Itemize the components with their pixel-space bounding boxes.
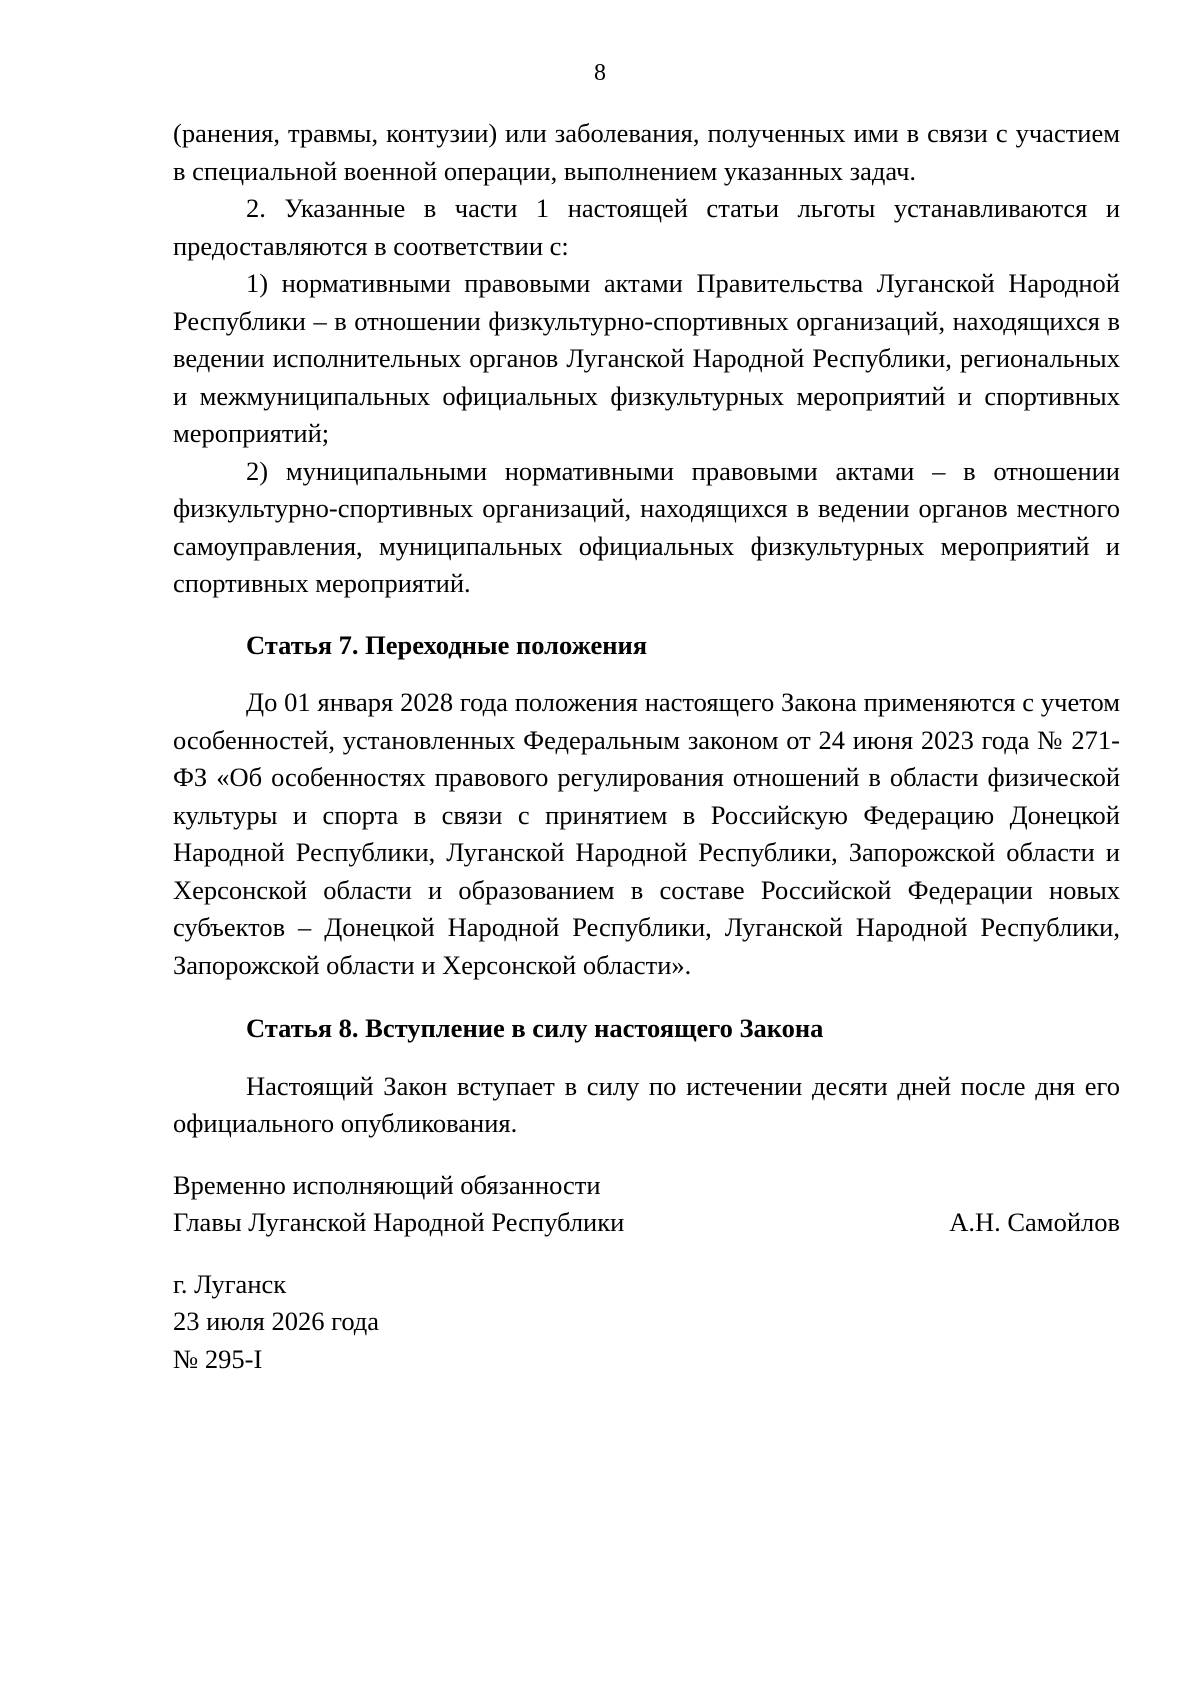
article-7-heading: Статья 7. Переходные положения bbox=[246, 629, 648, 660]
paragraph-continuation: (ранения, травмы, контузии) или заболевания, полученных ими в связи с участием в специальной военной операции, выполнением указанных задач. bbox=[173, 118, 1120, 186]
article-8-heading: Статья 8. Вступление в силу настоящего Закона bbox=[246, 1013, 824, 1043]
signatory-name: А.Н. Самойлов bbox=[949, 1207, 1120, 1237]
article-7-text: До 01 января 2028 года положения настоящего Закона применяются с учетом особенностей, установленных Федеральным законом от 24 июня 2023 года № 271-ФЗ «Об особенностях правового регулирования отношений в области физической культуры и спорта в связи с принятием в Российскую Федерацию Донецкой Народной Республики, Луганской Народной Республики, Запорожской области и Херсонской области и образованием в составе Российской Федерации новых субъектов – Донецкой Народной Республики, Луганской Народной Республики, Запорожской области и Херсонской области». bbox=[173, 687, 1120, 980]
paragraph-item-1: 1) нормативными правовыми актами Правительства Луганской Народной Республики – в отношении физкультурно-спортивных организаций, находящихся в ведении исполнительных органов Луганской Народной Республики, региональных и межмуниципальных официальных физкультурных мероприятий и спортивных мероприятий; bbox=[173, 268, 1120, 448]
paragraph-part-2: 2. Указанные в части 1 настоящей статьи льготы устанавливаются и предоставляются в соответствии с: bbox=[173, 193, 1120, 261]
signature-title-line-1: Временно исполняющий обязанности bbox=[173, 1169, 601, 1200]
place-date: 23 июля 2026 года bbox=[173, 1306, 380, 1336]
signature-row bbox=[173, 1204, 1120, 1242]
law-number: № 295-I bbox=[173, 1343, 263, 1374]
page-number: 8 bbox=[594, 60, 606, 86]
signature-block bbox=[173, 1167, 1120, 1242]
place-date-block bbox=[173, 1266, 1120, 1379]
place-city: г. Луганск bbox=[173, 1268, 287, 1299]
article-8-text: Настоящий Закон вступает в силу по истечении десяти дней после дня его официального опубликования. bbox=[173, 1070, 1120, 1138]
document-body bbox=[173, 115, 1120, 1378]
signature-title-line-2: Главы Луганской Народной Республики bbox=[173, 1207, 625, 1237]
paragraph-item-2: 2) муниципальными нормативными правовыми актами – в отношении физкультурно-спортивных организаций, находящихся в ведении органов местного самоуправления, муниципальных официальных физкультурных мероприятий и спортивных мероприятий. bbox=[173, 455, 1120, 598]
